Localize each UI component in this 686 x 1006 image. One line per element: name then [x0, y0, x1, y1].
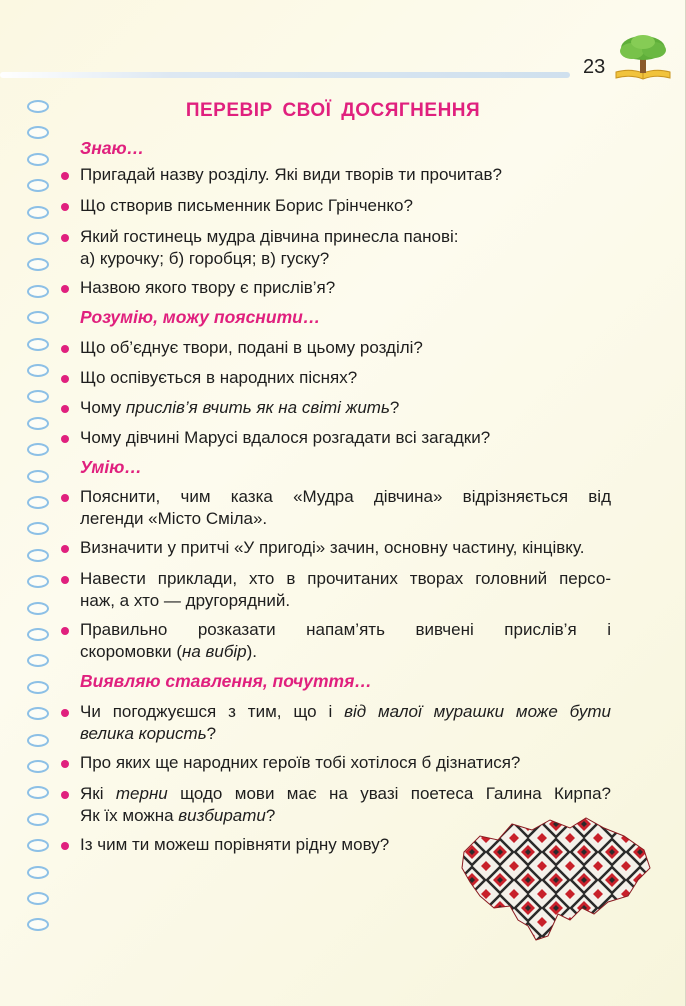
ring: [27, 311, 49, 324]
question-item: Що об’єднує твори, подані в цьому розділі?: [80, 338, 423, 357]
ring: [27, 364, 49, 377]
ring: [27, 549, 49, 562]
text-part: ?: [206, 724, 217, 743]
text-part: Чи погоджуєшся з тим, що і: [80, 702, 345, 721]
ring: [27, 839, 49, 852]
ring: [27, 918, 49, 931]
bullet: [61, 172, 69, 180]
task-item: Визначити у притчі «У пригоді» зачин, основну частину, кінцівку.: [80, 538, 585, 557]
section-heading-know: Знаю…: [80, 138, 145, 158]
bullet: [61, 405, 69, 413]
question-item: Назвою якого твору є прислів’я?: [80, 278, 336, 297]
ring: [27, 866, 49, 879]
ring: [27, 628, 49, 641]
question-line: [80, 783, 611, 805]
bullet: [61, 375, 69, 383]
ring: [27, 707, 49, 720]
ring: [27, 496, 49, 509]
notebook-rings: [22, 100, 56, 950]
bullet: [61, 791, 69, 799]
text-part: ?: [265, 806, 276, 825]
task-line: легенди «Місто Сміла».: [80, 509, 268, 528]
question-item: [80, 701, 611, 745]
ring: [27, 681, 49, 694]
question-item: [80, 397, 611, 419]
ring: [27, 786, 49, 799]
task-line: Навести приклади, хто в прочитаних творах головний персо-: [80, 569, 611, 588]
question-item: Про яких ще народних героїв тобі хотілося б дізнатися?: [80, 753, 521, 772]
bullet: [61, 234, 69, 242]
text-part: Чому: [80, 398, 126, 417]
task-line: наж, а хто — другорядний.: [80, 591, 291, 610]
italic-quote: прислів’я вчить як на світі жить: [125, 398, 390, 417]
task-item: [80, 619, 611, 663]
bullet: [61, 545, 69, 553]
text-part: Які: [80, 784, 116, 803]
question-item: Із чим ти можеш порівняти рідну мову?: [80, 835, 390, 854]
section-heading-attitude: Виявляю ставлення, почуття…: [80, 671, 372, 691]
ring: [27, 126, 49, 139]
question-item: [80, 226, 611, 270]
ring: [27, 153, 49, 166]
italic-quote: велика користь: [80, 724, 207, 743]
page-number: 23: [583, 56, 606, 78]
task-item: [80, 486, 611, 530]
text-part: ?: [389, 398, 400, 417]
ring: [27, 258, 49, 271]
section-heading-can: Умію…: [80, 457, 142, 477]
ring: [27, 522, 49, 535]
ring: [27, 179, 49, 192]
text-part: скоромовки (: [80, 642, 182, 661]
bullet: [61, 494, 69, 502]
question-item: Чому дівчині Марусі вдалося розгадати всі загадки?: [80, 428, 491, 447]
question-line: Який гостинець мудра дівчина принесла панові:: [80, 227, 459, 246]
ring: [27, 813, 49, 826]
ring: [27, 734, 49, 747]
ukraine-map-embroidery-pattern: [458, 810, 654, 950]
question-line: [80, 701, 611, 723]
bullet: [61, 709, 69, 717]
italic-text: терни: [115, 784, 168, 803]
task-line: Пояснити, чим казка «Мудра дівчина» відрізняється від: [80, 487, 611, 506]
text-part: ).: [246, 642, 258, 661]
ring: [27, 602, 49, 615]
text-part: щодо мови має на увазі поетеса Галина Кирпа?: [167, 784, 612, 803]
bullet: [61, 345, 69, 353]
text-part: Як їх можна: [80, 806, 179, 825]
header-bar: [0, 72, 570, 78]
ring: [27, 892, 49, 905]
ring: [27, 285, 49, 298]
task-item: [80, 568, 611, 612]
italic-text: на вибір: [181, 642, 247, 661]
tree-on-book-icon: [612, 32, 674, 82]
ring: [27, 338, 49, 351]
ring: [27, 760, 49, 773]
ring: [27, 654, 49, 667]
bullet: [61, 842, 69, 850]
bullet: [61, 285, 69, 293]
ring: [27, 232, 49, 245]
ring: [27, 206, 49, 219]
bullet: [61, 760, 69, 768]
ring: [27, 100, 49, 113]
ring: [27, 417, 49, 430]
question-line: [80, 723, 611, 745]
bullet: [61, 203, 69, 211]
bullet: [61, 576, 69, 584]
question-item: Що оспівується в народних піснях?: [80, 368, 358, 387]
ring: [27, 575, 49, 588]
ring: [27, 470, 49, 483]
bullet: [61, 435, 69, 443]
task-line: [80, 641, 611, 663]
ring: [27, 390, 49, 403]
bullet: [61, 627, 69, 635]
section-heading-understand: Розумію, можу пояснити…: [80, 307, 321, 327]
question-item: Що створив письменник Борис Грінченко?: [80, 196, 413, 215]
question-line: а) курочку; б) горобця; в) гуску?: [80, 249, 330, 268]
page-title: ПЕРЕВІР СВОЇ ДОСЯГНЕННЯ: [185, 100, 481, 121]
task-line: Правильно розказати напам’ять вивчені прислів’я і: [80, 620, 611, 639]
italic-quote: від малої мурашки може бути: [344, 702, 611, 721]
italic-text: визбирати: [178, 806, 266, 825]
ring: [27, 443, 49, 456]
question-item: Пригадай назву розділу. Які види творів ти прочитав?: [80, 165, 502, 184]
